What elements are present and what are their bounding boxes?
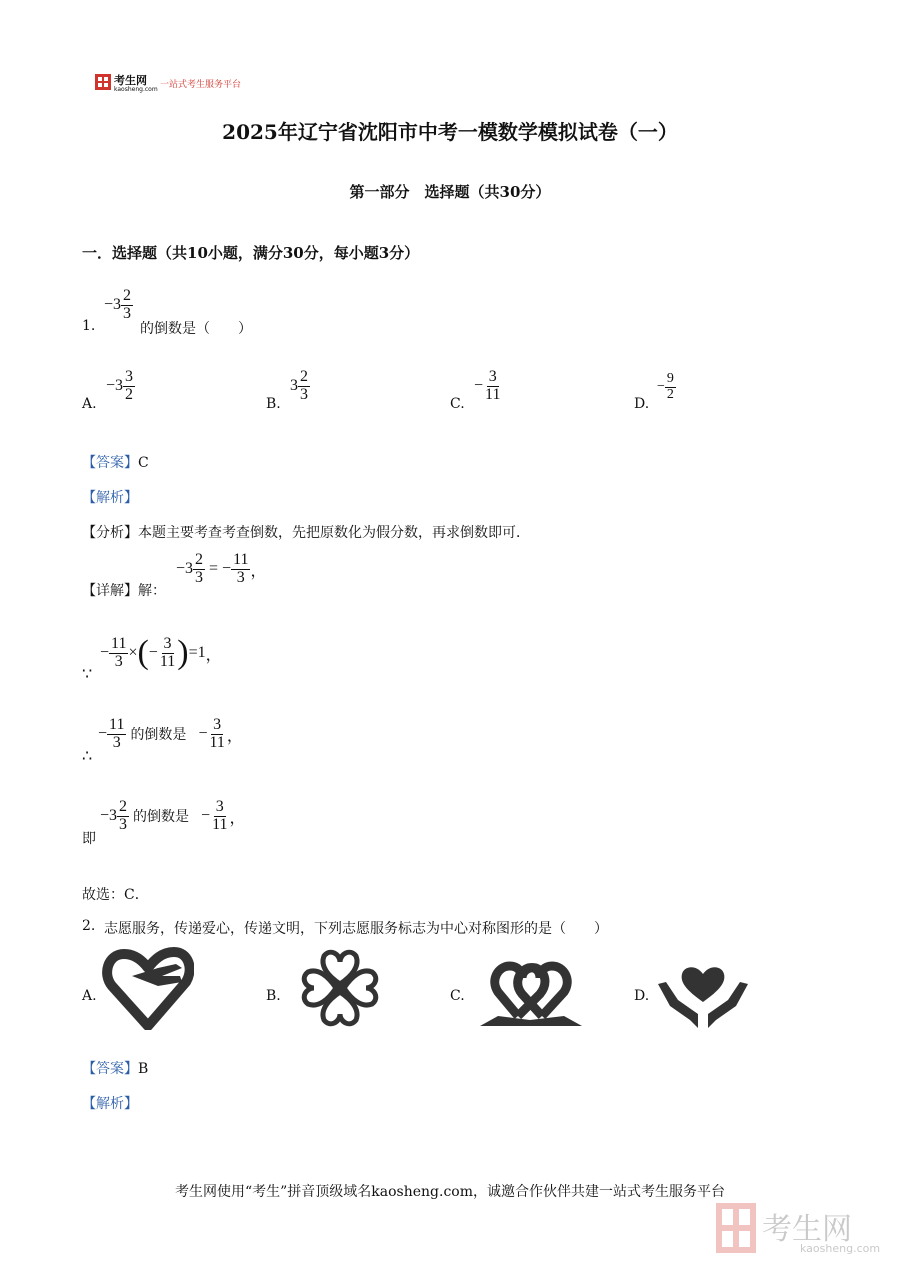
q1-fenxi: 【分析】本题主要考查考查倒数，先把原数化为假分数，再求倒数即可． bbox=[82, 525, 530, 541]
q2-option-a-label: A. bbox=[82, 988, 97, 1004]
q1-option-b: 3 $\frac{2}{3}$ bbox=[290, 368, 308, 403]
q2-answer: 【答案】B bbox=[82, 1061, 149, 1077]
q1-option-c-label: C. bbox=[450, 396, 465, 412]
q1-ji: 即 bbox=[82, 831, 96, 847]
q2-stem: 志愿服务，传递爱心，传递文明，下列志愿服务标志为中心对称图形的是（ ） bbox=[104, 921, 608, 937]
section-heading: 一．选择题（共10小题，满分30分，每小题3分） bbox=[82, 244, 420, 262]
q1-step1: −3 $\frac{2}{3}$ = − $\frac{11}{3}$ ， bbox=[176, 551, 267, 586]
logo-tagline: 一站式考生服务平台 bbox=[160, 80, 242, 90]
watermark-text: 考生网 bbox=[762, 1212, 852, 1247]
q2-option-d-label: D. bbox=[634, 988, 650, 1004]
q2-analysis-tag: 【解析】 bbox=[82, 1096, 138, 1112]
part-heading: 第一部分 选择题（共30分） bbox=[349, 183, 551, 201]
q1-step2: − $\frac{11}{3}$ × ( − $\frac{3}{11}$ ) =1 ， bbox=[100, 634, 222, 671]
page-title: 2025年辽宁省沈阳市中考一模数学模拟试卷（一） bbox=[222, 120, 678, 144]
q1-stem: 的倒数是（ ） bbox=[140, 321, 252, 337]
four-hands-clover-icon bbox=[298, 946, 382, 1034]
q1-analysis-tag: 【解析】 bbox=[82, 490, 138, 506]
q1-option-a: −3 $\frac{3}{2}$ bbox=[106, 368, 134, 403]
q1-option-a-label: A. bbox=[82, 396, 97, 412]
q1-option-d: − $\frac{9}{2}$ bbox=[657, 371, 674, 402]
because-symbol: ∵ bbox=[82, 664, 93, 683]
logo-text: 考生网 bbox=[114, 74, 147, 87]
therefore-symbol: ∴ bbox=[82, 746, 93, 765]
hands-holding-heart-icon bbox=[656, 962, 750, 1034]
q1-xiangjie: 【详解】解： bbox=[82, 583, 166, 599]
q1-conclusion: 故选：C． bbox=[82, 887, 149, 903]
q2-option-b-label: B. bbox=[266, 988, 281, 1004]
q1-number: 1. bbox=[82, 318, 96, 334]
q1-step4: −3 $\frac{2}{3}$ 的倒数是 − $\frac{3}{11}$ ， bbox=[100, 798, 246, 833]
page-footer: 考生网使用“考生”拼音顶级域名kaosheng.com，诚邀合作伙伴共建一站式考生服务平台 bbox=[174, 1184, 726, 1200]
linked-hearts-icon bbox=[478, 958, 584, 1034]
q1-option-b-label: B. bbox=[266, 396, 281, 412]
heart-hand-icon bbox=[102, 946, 194, 1034]
logo-domain: kaosheng.com bbox=[114, 86, 158, 93]
watermark-logo bbox=[716, 1203, 756, 1257]
q1-option-d-label: D. bbox=[634, 396, 650, 412]
q2-option-c-label: C. bbox=[450, 988, 465, 1004]
q1-option-c: − $\frac{3}{11}$ bbox=[474, 368, 501, 403]
q1-mixed-number: −3 $\frac{2}{3}$ bbox=[104, 287, 132, 322]
watermark-domain: kaosheng.com bbox=[800, 1242, 881, 1255]
q2-number: 2. bbox=[82, 918, 96, 934]
q1-answer: 【答案】C bbox=[82, 455, 149, 471]
q1-step3: − $\frac{11}{3}$ 的倒数是 − $\frac{3}{11}$ ， bbox=[98, 716, 243, 751]
